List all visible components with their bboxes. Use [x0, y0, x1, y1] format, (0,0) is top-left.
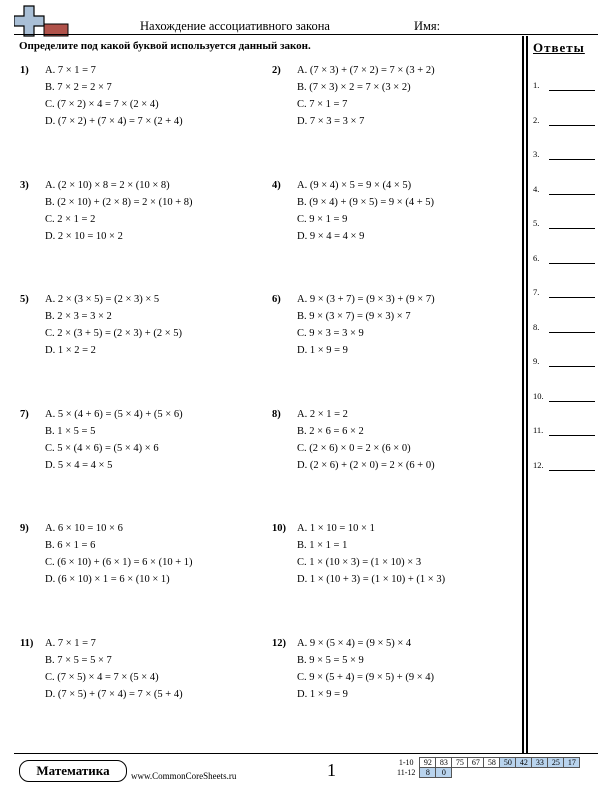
page-title: Нахождение ассоциативного закона	[140, 19, 330, 33]
problem-option: A. 2 × 1 = 2	[297, 408, 348, 420]
score-cell: 25	[548, 758, 564, 768]
score-cell: 8	[420, 768, 436, 778]
answer-number: 5.	[533, 218, 540, 228]
answer-line	[549, 366, 595, 367]
score-cell: 92	[420, 758, 436, 768]
answer-line	[549, 159, 595, 160]
header-divider	[14, 34, 598, 35]
problem-option: C. 2 × 1 = 2	[45, 213, 96, 225]
problem-option: A. 9 × (5 × 4) = (9 × 5) × 4	[297, 637, 412, 649]
problem-number: 11)	[20, 637, 34, 649]
problem-option: C. (7 × 2) × 4 = 7 × (2 × 4)	[45, 99, 159, 110]
page-number: 1	[327, 760, 336, 780]
problem-number: 7)	[20, 408, 29, 420]
problem-number: 10)	[272, 523, 286, 534]
problem-number: 4)	[272, 179, 281, 191]
problem-option: B. (9 × 4) + (9 × 5) = 9 × (4 + 5)	[297, 196, 435, 208]
site-url: www.CommonCoreSheets.ru	[131, 771, 237, 781]
problem-option: A. 7 × 1 = 7	[45, 637, 96, 649]
problem-number: 12)	[272, 637, 286, 649]
problem-option: B. 2 × 6 = 6 × 2	[297, 425, 364, 437]
brand-badge: Математика	[19, 760, 127, 782]
problem-number: 8)	[272, 408, 281, 420]
answer-blank[interactable]	[533, 149, 595, 163]
problem-option: A. 6 × 10 = 10 × 6	[45, 523, 123, 534]
score-table	[395, 757, 580, 778]
problem-option: C. 9 × 1 = 9	[297, 213, 348, 225]
score-cell: 83	[436, 758, 452, 768]
answer-number: 7.	[533, 287, 540, 297]
answer-line	[549, 401, 595, 402]
answer-blank[interactable]	[533, 184, 595, 198]
problem-option: D. 7 × 3 = 3 × 7	[297, 116, 365, 127]
problem-option: A. 5 × (4 + 6) = (5 × 4) + (5 × 6)	[45, 408, 183, 420]
problem-option: B. (2 × 10) + (2 × 8) = 2 × (10 + 8)	[45, 196, 193, 208]
problem-option: B. 2 × 3 = 3 × 2	[45, 311, 112, 322]
name-label: Имя:	[414, 19, 441, 33]
problem-option: B. 6 × 1 = 6	[45, 540, 96, 551]
answer-line	[549, 125, 595, 126]
logo-icon	[14, 4, 70, 38]
problem-option: B. 9 × 5 = 5 × 9	[297, 654, 364, 666]
problem-option: A. 7 × 1 = 7	[45, 65, 96, 76]
problem-option: B. 7 × 2 = 2 × 7	[45, 82, 112, 93]
problem-option: B. 1 × 1 = 1	[297, 540, 348, 551]
answer-column-divider	[522, 36, 524, 753]
score-cell: 58	[484, 758, 500, 768]
problem-option: C. (6 × 10) + (6 × 1) = 6 × (10 + 1)	[45, 557, 193, 568]
answer-line	[549, 470, 595, 471]
score-row-label: 1-10	[398, 758, 414, 767]
answer-line	[549, 435, 595, 436]
problem-number: 1)	[20, 65, 29, 76]
answer-number: 9.	[533, 356, 540, 366]
answer-line	[549, 297, 595, 298]
problem-option: D. 1 × 2 = 2	[45, 345, 96, 356]
problem-option: C. 5 × (4 × 6) = (5 × 4) × 6	[45, 442, 159, 454]
answer-blank[interactable]	[533, 115, 595, 129]
problem-number: 6)	[272, 294, 281, 305]
answer-blank[interactable]	[533, 425, 595, 439]
answer-number: 8.	[533, 321, 540, 332]
problem-option: C. 2 × (3 + 5) = (2 × 3) + (2 × 5)	[45, 328, 183, 339]
problem-option: D. (7 × 5) + (7 × 4) = 7 × (5 + 4)	[45, 688, 183, 700]
score-row-label: 11-12	[397, 768, 416, 777]
answer-blank[interactable]	[533, 322, 595, 336]
answer-line	[549, 332, 595, 333]
answer-line	[549, 263, 595, 264]
answer-blank[interactable]	[533, 80, 595, 94]
problem-option: D. 1 × (10 + 3) = (1 × 10) + (1 × 3)	[297, 574, 446, 585]
answer-number: 1.	[533, 80, 540, 90]
problem-number: 5)	[20, 294, 29, 305]
score-cell: 0	[436, 768, 452, 778]
problem-option: C. (2 × 6) × 0 = 2 × (6 × 0)	[297, 442, 411, 454]
problem-option: D. 5 × 4 = 4 × 5	[45, 459, 113, 471]
footer-divider	[14, 753, 598, 754]
answer-number: 4.	[533, 183, 540, 194]
problem-option: A. (2 × 10) × 8 = 2 × (10 × 8)	[45, 179, 170, 191]
answer-blank[interactable]	[533, 218, 595, 232]
problem-option: C. 9 × (5 + 4) = (9 × 5) + (9 × 4)	[297, 671, 435, 683]
score-cell: 67	[468, 758, 484, 768]
instructions: Определите под какой буквой используется данный закон.	[19, 40, 311, 52]
answer-line	[549, 90, 595, 91]
problem-option: D. 1 × 9 = 9	[297, 345, 348, 356]
problem-option: B. 7 × 5 = 5 × 7	[45, 654, 112, 666]
answer-number: 6.	[533, 252, 540, 263]
answer-number: 11.	[533, 425, 544, 435]
answer-blank[interactable]	[533, 460, 595, 474]
score-cell: 50	[500, 758, 516, 768]
problem-option: A. 2 × (3 × 5) = (2 × 3) × 5	[45, 294, 160, 305]
problem-number: 9)	[20, 523, 29, 534]
answer-blank[interactable]	[533, 287, 595, 301]
score-cell: 75	[452, 758, 468, 768]
problem-option: D. 9 × 4 = 4 × 9	[297, 230, 365, 242]
problem-option: D. 1 × 9 = 9	[297, 688, 348, 700]
answer-number: 3.	[533, 149, 540, 159]
answer-number: 2.	[533, 114, 540, 125]
problem-option: B. 1 × 5 = 5	[45, 425, 96, 437]
problem-option: C. 9 × 3 = 3 × 9	[297, 328, 364, 339]
problem-option: A. 9 × (3 + 7) = (9 × 3) + (9 × 7)	[297, 294, 435, 305]
answer-number: 10.	[533, 390, 544, 401]
problem-option: C. 7 × 1 = 7	[297, 99, 348, 110]
problem-option: C. 1 × (10 × 3) = (1 × 10) × 3	[297, 557, 422, 568]
answer-column-divider-inner	[526, 36, 528, 753]
answer-blank[interactable]	[533, 391, 595, 405]
answer-blank[interactable]	[533, 356, 595, 370]
score-cell: 42	[516, 758, 532, 768]
answers-title: Ответы	[533, 40, 585, 55]
problem-option: A. 1 × 10 = 10 × 1	[297, 523, 375, 534]
problem-option: A. (7 × 3) + (7 × 2) = 7 × (3 + 2)	[297, 65, 435, 76]
problem-option: C. (7 × 5) × 4 = 7 × (5 × 4)	[45, 671, 159, 683]
score-cell: 33	[532, 758, 548, 768]
problem-option: D. 2 × 10 = 10 × 2	[45, 230, 123, 242]
answer-number: 12.	[533, 459, 544, 470]
answer-line	[549, 194, 595, 195]
answer-line	[549, 228, 595, 229]
problem-number: 2)	[272, 65, 281, 76]
answer-blank[interactable]	[533, 253, 595, 267]
problem-option: D. (7 × 2) + (7 × 4) = 7 × (2 + 4)	[45, 116, 183, 127]
problem-option: B. 9 × (3 × 7) = (9 × 3) × 7	[297, 311, 411, 322]
score-cell: 17	[564, 758, 580, 768]
problem-option: B. (7 × 3) × 2 = 7 × (3 × 2)	[297, 82, 411, 93]
problem-number: 3)	[20, 179, 29, 191]
problem-option: D. (2 × 6) + (2 × 0) = 2 × (6 + 0)	[297, 459, 435, 471]
problem-option: A. (9 × 4) × 5 = 9 × (4 × 5)	[297, 179, 412, 191]
problem-option: D. (6 × 10) × 1 = 6 × (10 × 1)	[45, 574, 170, 585]
